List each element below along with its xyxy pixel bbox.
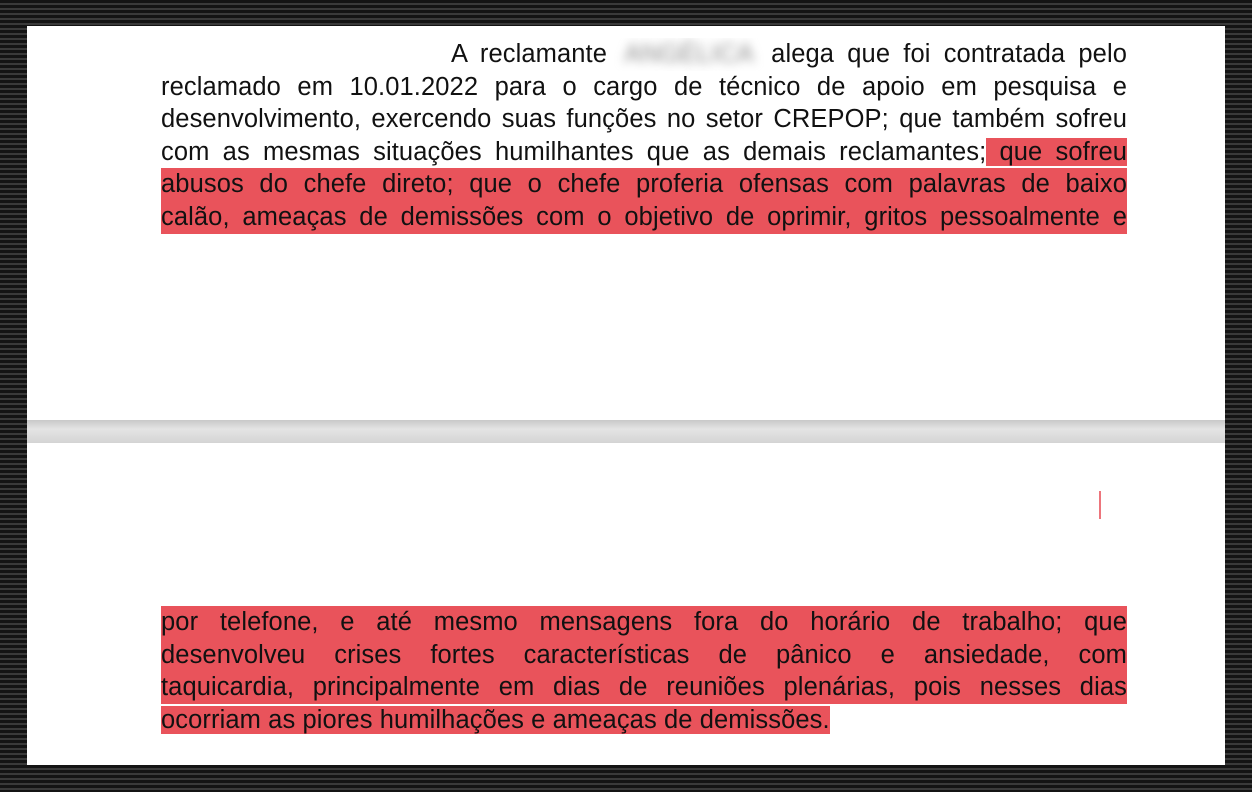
paragraph-line: reclamado em 10.01.2022 para o cargo de técnico de apoio em pesquisa e (161, 72, 1127, 101)
text-segment: com as mesmas situações humilhantes que as demais reclamantes; (161, 137, 987, 166)
highlighted-line: abusos do chefe direto; que o chefe proferia ofensas com palavras de baixo (161, 168, 1127, 201)
text-cursor (1099, 491, 1101, 519)
highlighted-line: taquicardia, principalmente em dias de reuniões plenárias, pois nesses dias (161, 671, 1127, 704)
paragraph-bottom (161, 606, 1127, 736)
paragraph-line (161, 136, 1127, 169)
highlighted-line: por telefone, e até mesmo mensagens fora do horário de trabalho; que (161, 606, 1127, 639)
text-segment: A reclamante (451, 40, 608, 68)
paragraph-top (161, 38, 1127, 234)
highlighted-text: ocorriam as piores humilhações e ameaças de demissões. (161, 705, 830, 734)
highlighted-text: que sofreu (986, 137, 1127, 166)
redacted-name: ANGÉLICA (624, 40, 754, 68)
paragraph-line (161, 704, 1127, 737)
document-page-top (27, 26, 1225, 420)
highlighted-line: calão, ameaças de demissões com o objetivo de oprimir, gritos pessoalmente e (161, 201, 1127, 234)
highlighted-line: desenvolveu crises fortes características de pânico e ansiedade, com (161, 639, 1127, 672)
paragraph-line (161, 38, 1127, 71)
text-segment: alega que foi contratada pelo (771, 40, 1127, 68)
page-break (27, 420, 1225, 443)
paragraph-line: desenvolvimento, exercendo suas funções no setor CREPOP; que também sofreu (161, 105, 1127, 134)
document-page-bottom (27, 443, 1225, 765)
